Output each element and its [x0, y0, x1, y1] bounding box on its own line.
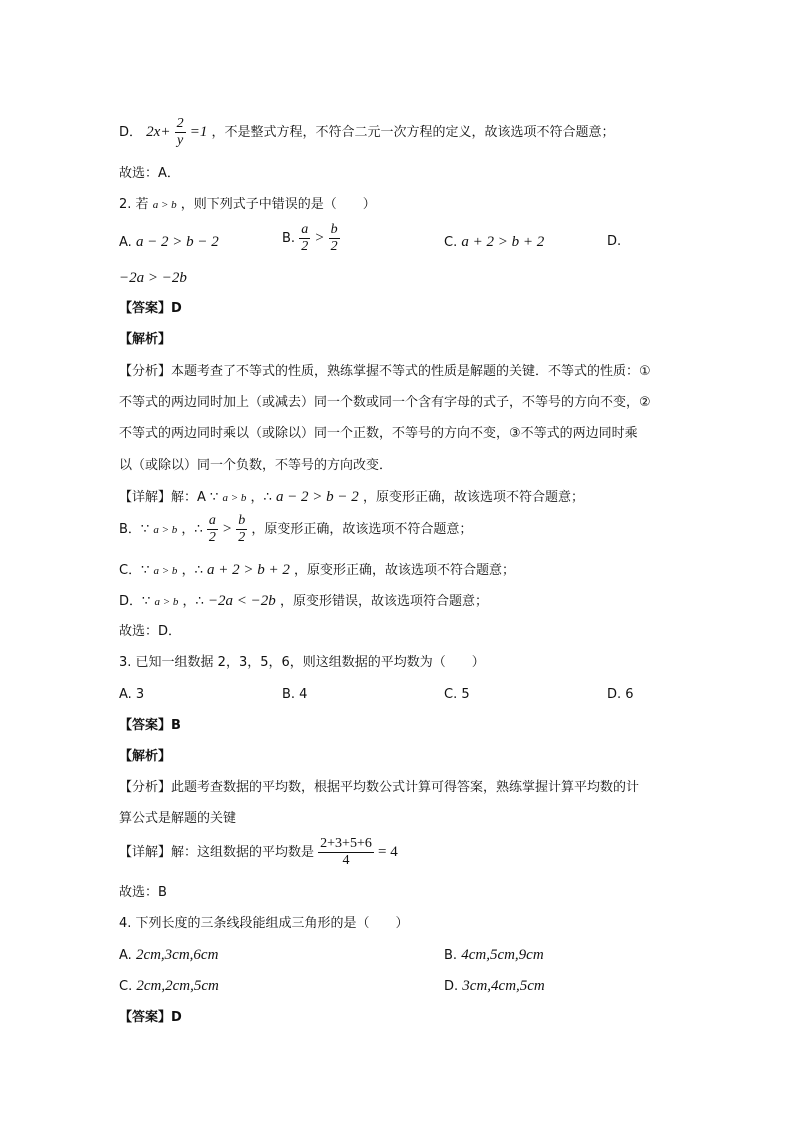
q2-opt-b-gt: > [314, 230, 325, 246]
q2-detail-c-pre: C．∵ [119, 563, 150, 578]
q4-option-a [119, 945, 218, 966]
q2-stem [119, 195, 376, 215]
q2-detail-b-den2: 2 [238, 530, 246, 545]
q2-detail-c-mid: ，∴ [181, 563, 203, 578]
q3-answer: 【答案】B [119, 718, 181, 733]
q2-detail-a-mid: ，∴ [250, 490, 272, 505]
q2-analysis-head: 【解析】 [119, 332, 172, 347]
q2-detail-a-post: ，原变形正确，故该选项不符合题意； [362, 490, 584, 505]
prev-d-frac-den: y [176, 133, 184, 148]
prev-d-expr-a: 2x+ [146, 124, 171, 140]
prev-choose: 故选：A． [119, 166, 180, 181]
q2-opt-b-frac1 [299, 222, 310, 255]
q2-detail-b-num2: b [238, 513, 246, 528]
prev-d-frac-num: 2 [176, 116, 184, 131]
q4-opt-b-expr: 4cm,5cm,9cm [461, 947, 544, 963]
q2-opt-b-label: B. [282, 231, 296, 246]
q3-fenxi-1: 【分析】此题考查数据的平均数，根据平均数公式计算可得答案，熟练掌握计算平均数的计 [119, 780, 640, 795]
q3-option-b: B. 4 [282, 687, 308, 702]
q2-fenxi-4: 以（或除以）同一个负数，不等号的方向改变． [119, 458, 393, 473]
prev-d-text: ，不是整式方程，不符合二元一次方程的定义，故该选项不符合题意； [211, 125, 615, 140]
q3-detail-den: 4 [342, 853, 350, 868]
q2-detail-b-post: ，原变形正确，故该选项不符合题意； [251, 522, 473, 537]
q2-detail-c-post: ，原变形正确，故该选项不符合题意； [294, 563, 516, 578]
q2-stem-a: 2. 若 [119, 197, 149, 212]
q3-choose: 故选：B [119, 885, 167, 900]
q4-option-c [119, 976, 219, 997]
q2-detail-b-gt: > [221, 521, 233, 537]
prev-d-prefix: D． [119, 125, 143, 140]
q4-opt-c-expr: 2cm,2cm,5cm [136, 978, 219, 994]
q2-detail-c-cond: a > b [153, 565, 178, 577]
q2-opt-d-label: D. [607, 234, 622, 249]
q4-opt-a-expr: 2cm,3cm,6cm [135, 947, 219, 963]
q2-opt-c-expr: a + 2 > b + 2 [461, 234, 545, 250]
q2-option-a [119, 232, 219, 253]
q2-detail-b-frac1 [207, 513, 218, 546]
q4-opt-d-label: D. [444, 979, 459, 994]
q4-option-d [444, 976, 545, 997]
q2-detail-a-pre: 【详解】解：A ∵ [119, 490, 219, 505]
q3-detail [119, 836, 398, 869]
q2-detail-b-num1: a [208, 513, 216, 528]
q2-detail-c-expr: a + 2 > b + 2 [207, 562, 290, 578]
q2-opt-b-frac2 [329, 222, 340, 255]
q3-detail-num: 2+3+5+6 [320, 836, 372, 851]
q4-answer: 【答案】D [119, 1010, 182, 1025]
q3-detail-frac [318, 836, 374, 869]
q2-detail-d-post: ，原变形错误，故该选项符合题意； [279, 594, 488, 609]
q4-opt-b-label: B. [444, 948, 458, 963]
q2-choose: 故选：D． [119, 624, 182, 639]
q2-opt-b-den1: 2 [301, 239, 309, 254]
q2-stem-b: ，则下列式子中错误的是（ ） [180, 197, 376, 212]
q3-detail-post: = 4 [377, 844, 398, 860]
q4-stem: 4. 下列长度的三条线段能组成三角形的是（ ） [119, 916, 409, 931]
q2-detail-a [119, 487, 584, 508]
q2-opt-b-num2: b [330, 222, 338, 237]
q2-detail-b-frac2 [236, 513, 247, 546]
q2-fenxi-1: 【分析】本题考查了不等式的性质，熟练掌握不等式的性质是解题的关键．不等式的性质：① [119, 364, 651, 379]
q2-detail-c [119, 560, 515, 581]
q2-detail-b-pre: B．∵ [119, 522, 150, 537]
q2-answer: 【答案】D [119, 301, 182, 316]
q3-option-a: A. 3 [119, 687, 145, 702]
q3-option-d: D. 6 [607, 687, 634, 702]
q2-stem-cond: a > b [152, 199, 177, 211]
q2-option-b [282, 222, 340, 255]
q2-detail-b [119, 513, 472, 546]
q3-option-c: C. 5 [444, 687, 470, 702]
q4-opt-a-label: A. [119, 948, 132, 963]
prev-d-fraction [175, 116, 186, 149]
q3-analysis-head: 【解析】 [119, 749, 172, 764]
q2-detail-b-den1: 2 [208, 530, 216, 545]
q3-stem: 3. 已知一组数据 2，3，5，6，则这组数据的平均数为（ ） [119, 655, 485, 670]
q2-detail-d-mid: ，∴ [182, 594, 204, 609]
q2-detail-a-expr: a − 2 > b − 2 [275, 489, 359, 505]
q4-opt-d-expr: 3cm,4cm,5cm [462, 978, 545, 994]
q2-detail-d-pre: D．∵ [119, 594, 151, 609]
q2-detail-d [119, 591, 488, 612]
q2-fenxi-3: 不等式的两边同时乘以（或除以）同一个正数，不等号的方向不变，③不等式的两边同时乘 [119, 426, 638, 441]
q2-detail-d-expr: −2a < −2b [207, 593, 276, 609]
q2-detail-b-mid: ，∴ [181, 522, 203, 537]
q2-opt-b-num1: a [301, 222, 309, 237]
prev-option-d [119, 116, 615, 149]
q2-opt-b-den2: 2 [330, 239, 338, 254]
q2-opt-a-expr: a − 2 > b − 2 [135, 234, 219, 250]
q2-option-c [444, 232, 544, 253]
q4-option-b [444, 945, 544, 966]
q2-fenxi-2: 不等式的两边同时加上（或减去）同一个数或同一个含有字母的式子，不等号的方向不变，② [119, 395, 651, 410]
q3-fenxi-2: 算公式是解题的关键 [119, 811, 237, 826]
q2-detail-a-cond: a > b [222, 492, 247, 504]
prev-d-expr-b: =1 [189, 124, 208, 140]
q4-opt-c-label: C. [119, 979, 133, 994]
q2-detail-d-cond: a > b [154, 596, 179, 608]
q2-opt-a-label: A. [119, 235, 132, 250]
q2-detail-b-cond: a > b [153, 524, 178, 536]
q2-opt-d-expr: −2a > −2b [119, 270, 187, 286]
q3-detail-pre: 【详解】解：这组数据的平均数是 [119, 845, 315, 860]
q2-opt-c-label: C. [444, 235, 458, 250]
